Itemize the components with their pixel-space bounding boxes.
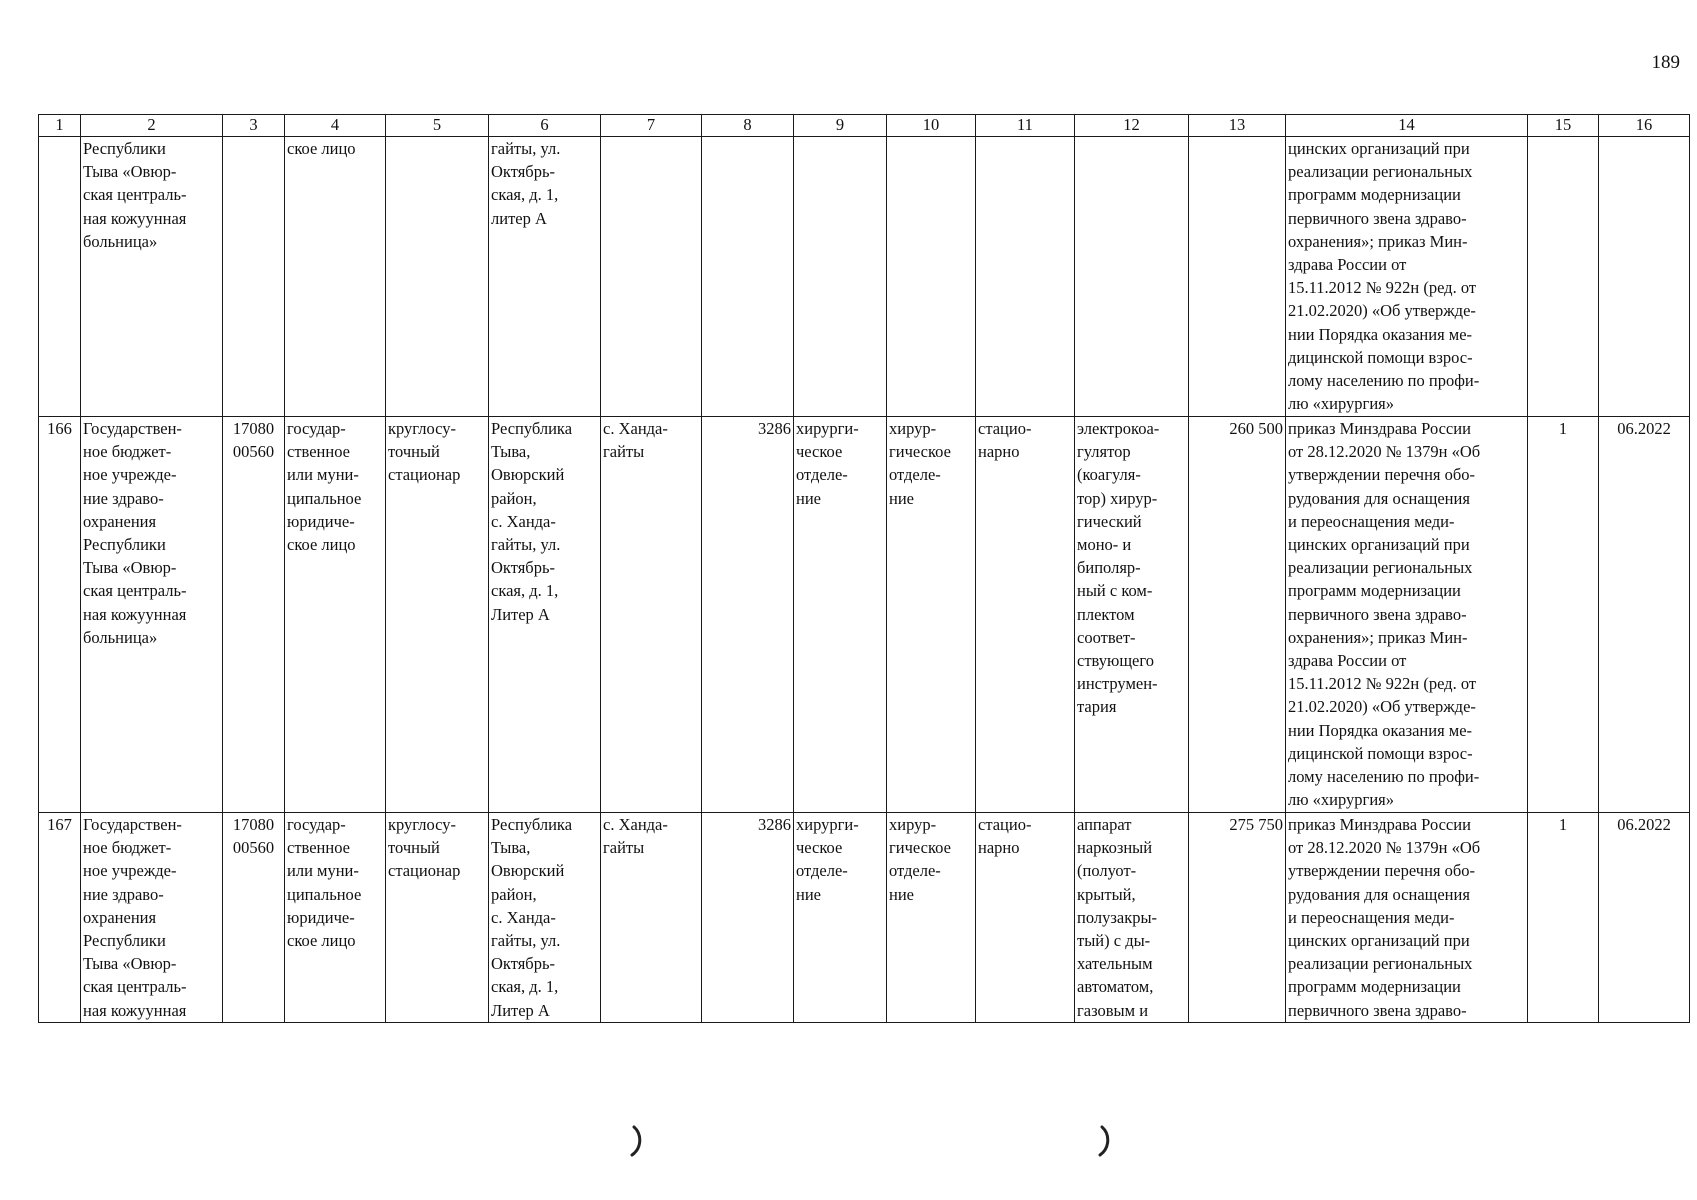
column-header: 9 <box>794 115 887 137</box>
population: 3286 <box>702 813 794 1023</box>
equipment-name <box>1075 137 1189 417</box>
table-row <box>39 417 1690 813</box>
facility-type <box>386 137 489 417</box>
department: хирурги- ческое отделе- ние <box>794 417 887 813</box>
facility-type: круглосу- точный стационар <box>386 417 489 813</box>
population: 3286 <box>702 417 794 813</box>
address: Республика Тыва, Овюрский район, с. Ханда- гайты, ул. Октябрь- ская, д. 1, Литер А <box>489 417 601 813</box>
price: 260 500 <box>1189 417 1286 813</box>
row-number: 167 <box>39 813 81 1023</box>
care-condition <box>976 137 1075 417</box>
scan-mark-right <box>1096 1124 1116 1158</box>
organization-code <box>223 137 285 417</box>
column-header: 7 <box>601 115 702 137</box>
address: Республика Тыва, Овюрский район, с. Ханда- гайты, ул. Октябрь- ская, д. 1, Литер А <box>489 813 601 1023</box>
population <box>702 137 794 417</box>
organization-code: 17080 00560 <box>223 813 285 1023</box>
row-number: 166 <box>39 417 81 813</box>
organization-name: Государствен- ное бюджет- ное учрежде- ние здраво- охранения Республики Тыва «Овюр- ская централь- ная кожуунная <box>81 813 223 1023</box>
legal-form: ское лицо <box>285 137 386 417</box>
quantity <box>1528 137 1599 417</box>
column-header: 2 <box>81 115 223 137</box>
legal-basis: цинских организаций при реализации региональных программ модернизации первичного звена здраво- охранения»; приказ Мин- здрава России от 15.11.2012 № 922н (ред. от 21.02.2020) «Об утвержде- нии Порядка оказания ме- дицинской помощи взрос- лому населению по профи- лю «хирургия» <box>1286 137 1528 417</box>
column-header: 11 <box>976 115 1075 137</box>
legal-form: государ- ственное или муни- ципальное юридиче- ское лицо <box>285 417 386 813</box>
header-row <box>39 115 1690 137</box>
facility-type: круглосу- точный стационар <box>386 813 489 1023</box>
column-header: 15 <box>1528 115 1599 137</box>
price <box>1189 137 1286 417</box>
table-row <box>39 137 1690 417</box>
row-number <box>39 137 81 417</box>
column-header: 14 <box>1286 115 1528 137</box>
legal-basis: приказ Минздрава России от 28.12.2020 № 1379н «Об утверждении перечня обо- рудования для оснащения и переоснащения меди- цинских организаций при реализации региональных программ модернизации первичного звена здраво- охранения»; приказ Мин- здрава России от 15.11.2012 № 922н (ред. от 21.02.2020) «Об утвержде- нии Порядка оказания ме- дицинской помощи взрос- лому населению по профи- лю «хирургия» <box>1286 417 1528 813</box>
table-row <box>39 813 1690 1023</box>
page-number: 189 <box>1651 52 1680 73</box>
legal-form: государ- ственное или муни- ципальное юридиче- ское лицо <box>285 813 386 1023</box>
locality <box>601 137 702 417</box>
unit: хирур- гическое отделе- ние <box>887 813 976 1023</box>
care-condition: стацио- нарно <box>976 417 1075 813</box>
column-header: 10 <box>887 115 976 137</box>
department <box>794 137 887 417</box>
organization-name: Государствен- ное бюджет- ное учрежде- ние здраво- охранения Республики Тыва «Овюр- ская централь- ная кожуунная больница» <box>81 417 223 813</box>
delivery-date <box>1599 137 1690 417</box>
department: хирурги- ческое отделе- ние <box>794 813 887 1023</box>
column-header: 4 <box>285 115 386 137</box>
delivery-date: 06.2022 <box>1599 417 1690 813</box>
address: гайты, ул. Октябрь- ская, д. 1, литер А <box>489 137 601 417</box>
quantity: 1 <box>1528 813 1599 1023</box>
column-header: 16 <box>1599 115 1690 137</box>
locality: с. Ханда- гайты <box>601 813 702 1023</box>
column-header: 3 <box>223 115 285 137</box>
unit <box>887 137 976 417</box>
column-header: 5 <box>386 115 489 137</box>
organization-code: 17080 00560 <box>223 417 285 813</box>
column-header: 8 <box>702 115 794 137</box>
price: 275 750 <box>1189 813 1286 1023</box>
registry-table <box>38 114 1690 1023</box>
unit: хирур- гическое отделе- ние <box>887 417 976 813</box>
column-header: 6 <box>489 115 601 137</box>
scan-mark-left <box>628 1124 648 1158</box>
locality: с. Ханда- гайты <box>601 417 702 813</box>
delivery-date: 06.2022 <box>1599 813 1690 1023</box>
quantity: 1 <box>1528 417 1599 813</box>
organization-name: Республики Тыва «Овюр- ская централь- ная кожуунная больница» <box>81 137 223 417</box>
care-condition: стацио- нарно <box>976 813 1075 1023</box>
column-header: 12 <box>1075 115 1189 137</box>
column-header: 13 <box>1189 115 1286 137</box>
legal-basis: приказ Минздрава России от 28.12.2020 № 1379н «Об утверждении перечня обо- рудования для оснащения и переоснащения меди- цинских организаций при реализации региональных программ модернизации первичного звена здраво- <box>1286 813 1528 1023</box>
column-header: 1 <box>39 115 81 137</box>
equipment-name: электрокоа- гулятор (коагуля- тор) хирур- гический моно- и биполяр- ный с ком- плектом соответ- ствующего инструмен- тария <box>1075 417 1189 813</box>
equipment-name: аппарат наркозный (полуот- крытый, полузакры- тый) с ды- хательным автоматом, газовым и <box>1075 813 1189 1023</box>
